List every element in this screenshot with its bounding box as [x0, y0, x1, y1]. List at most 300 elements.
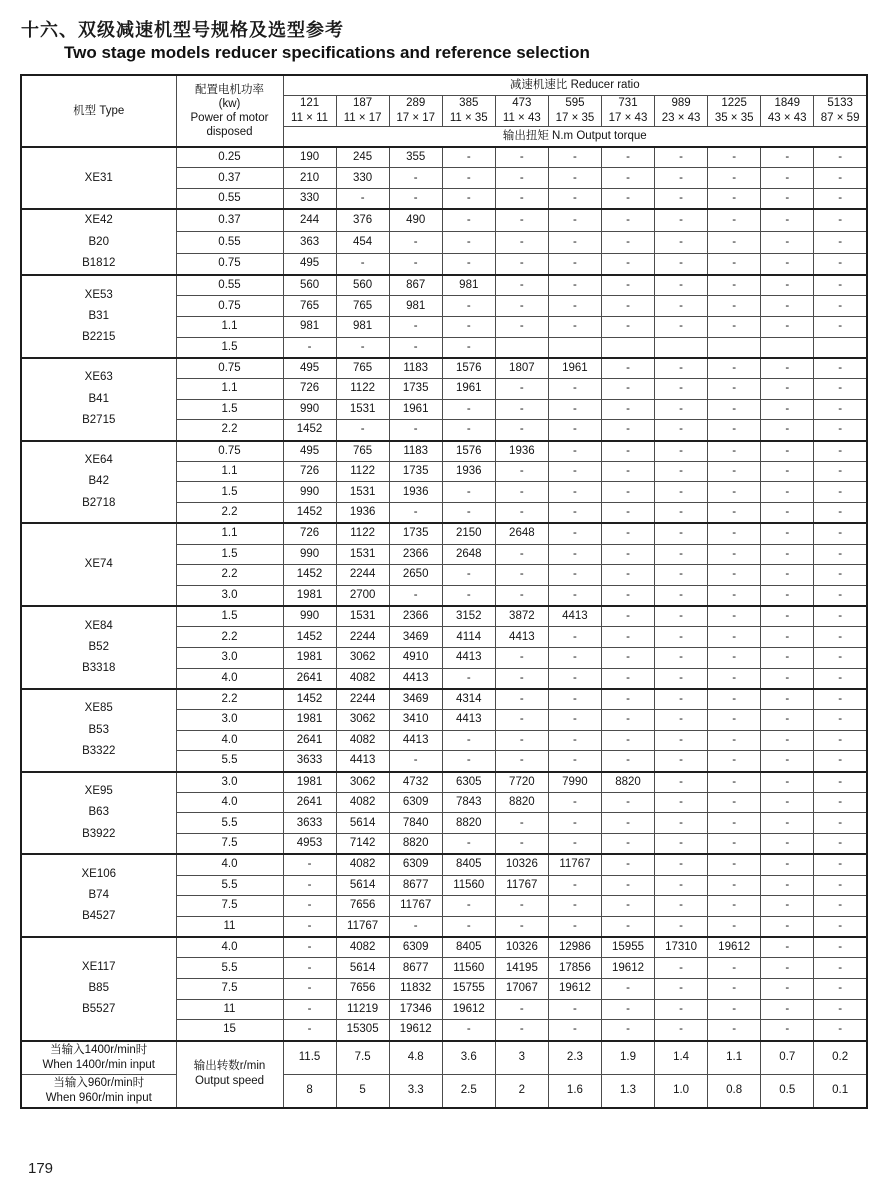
torque-cell: -	[442, 565, 495, 586]
power-cell: 5.5	[176, 958, 283, 979]
torque-cell: 2641	[283, 730, 336, 751]
torque-cell: 1981	[283, 772, 336, 793]
torque-cell: -	[283, 875, 336, 896]
ratio-value-line: 289	[406, 97, 426, 110]
torque-cell: -	[761, 751, 814, 772]
speed-label-1400	[21, 1041, 176, 1075]
torque-cell: -	[655, 999, 708, 1020]
torque-cell: -	[601, 710, 654, 731]
model-cell	[21, 854, 176, 937]
table-body	[21, 147, 867, 1107]
torque-cell: 3633	[283, 751, 336, 772]
torque-cell: -	[655, 896, 708, 917]
torque-cell: -	[814, 689, 867, 710]
torque-cell: -	[548, 482, 601, 503]
torque-cell: -	[655, 730, 708, 751]
torque-cell: -	[708, 168, 761, 189]
torque-cell: -	[655, 978, 708, 999]
torque-cell: -	[814, 1020, 867, 1041]
torque-cell: -	[761, 358, 814, 379]
torque-cell: -	[655, 147, 708, 168]
torque-cell: 8820	[601, 772, 654, 793]
torque-cell: -	[655, 168, 708, 189]
torque-cell: -	[814, 441, 867, 462]
torque-cell: 1576	[442, 441, 495, 462]
torque-cell: -	[814, 147, 867, 168]
torque-cell: -	[442, 896, 495, 917]
torque-cell: -	[601, 316, 654, 337]
power-cell: 11	[176, 916, 283, 937]
torque-cell: -	[548, 379, 601, 400]
torque-cell: -	[442, 296, 495, 317]
power-cell: 3.0	[176, 772, 283, 793]
torque-cell: 4732	[389, 772, 442, 793]
torque-cell: -	[442, 1020, 495, 1041]
torque-cell: -	[601, 896, 654, 917]
torque-cell: 4082	[336, 730, 389, 751]
torque-cell: -	[601, 168, 654, 189]
speed-label-line: When 960r/min input	[45, 1091, 152, 1104]
torque-cell: -	[814, 627, 867, 648]
torque-cell: -	[548, 1020, 601, 1041]
model-line: XE63	[84, 371, 113, 384]
torque-cell: 4910	[389, 647, 442, 668]
torque-cell: 6309	[389, 854, 442, 875]
torque-cell: -	[548, 834, 601, 855]
model-cell	[21, 772, 176, 855]
speed-label-line: 当输入1400r/min时	[50, 1043, 148, 1056]
torque-cell: -	[495, 896, 548, 917]
torque-cell: -	[708, 147, 761, 168]
torque-cell: 765	[336, 358, 389, 379]
torque-cell: -	[814, 813, 867, 834]
speed-value-cell: 2.5	[442, 1074, 495, 1108]
torque-cell: -	[442, 168, 495, 189]
torque-cell: -	[761, 668, 814, 689]
torque-cell: 981	[442, 275, 495, 296]
data-row	[21, 275, 867, 296]
torque-cell: -	[548, 916, 601, 937]
torque-cell: -	[708, 606, 761, 627]
speed-unit-line: Output speed	[194, 1075, 265, 1088]
page-number: 179	[28, 1160, 54, 1177]
torque-cell: -	[389, 420, 442, 441]
model-cell	[21, 689, 176, 772]
power-cell: 1.1	[176, 379, 283, 400]
torque-cell: 3469	[389, 689, 442, 710]
torque-cell: 4082	[336, 937, 389, 958]
torque-cell: 1531	[336, 399, 389, 420]
torque-cell: -	[814, 751, 867, 772]
torque-cell: -	[814, 544, 867, 565]
page-title-en: Two stage models reducer specifications and reference selection	[64, 43, 590, 62]
torque-cell: 2648	[495, 523, 548, 544]
ratio-combo-line: 17 × 43	[608, 112, 648, 125]
torque-cell: -	[708, 999, 761, 1020]
torque-cell: -	[495, 999, 548, 1020]
torque-cell: -	[761, 441, 814, 462]
torque-cell: -	[655, 316, 708, 337]
torque-cell: -	[548, 710, 601, 731]
torque-cell: -	[761, 168, 814, 189]
speed-label-line: 当输入960r/min时	[53, 1076, 145, 1089]
torque-cell: -	[495, 461, 548, 482]
torque-cell: -	[761, 147, 814, 168]
torque-cell: -	[442, 503, 495, 524]
torque-cell: -	[548, 441, 601, 462]
torque-cell: 19612	[708, 937, 761, 958]
torque-cell: 990	[283, 606, 336, 627]
speed-unit-cell	[176, 1041, 283, 1108]
torque-cell: -	[814, 461, 867, 482]
speed-value-cell: 1.9	[601, 1041, 654, 1075]
torque-cell: 2244	[336, 627, 389, 648]
torque-cell: -	[761, 627, 814, 648]
torque-cell: -	[389, 253, 442, 275]
ratio-value-line: 731	[618, 97, 638, 110]
torque-cell: 3410	[389, 710, 442, 731]
torque-cell: -	[495, 710, 548, 731]
torque-cell: -	[761, 937, 814, 958]
power-cell: 4.0	[176, 854, 283, 875]
torque-cell: -	[814, 168, 867, 189]
torque-cell: 726	[283, 379, 336, 400]
model-cell	[21, 209, 176, 275]
torque-cell: 1936	[389, 482, 442, 503]
torque-cell: 495	[283, 358, 336, 379]
torque-cell: -	[814, 316, 867, 337]
torque-cell: -	[708, 420, 761, 441]
torque-cell: 17856	[548, 958, 601, 979]
torque-cell: -	[442, 482, 495, 503]
torque-cell: 4953	[283, 834, 336, 855]
speed-value-cell: 3.3	[389, 1074, 442, 1108]
torque-cell: -	[442, 668, 495, 689]
torque-cell: -	[601, 565, 654, 586]
power-cell: 0.75	[176, 441, 283, 462]
torque-cell: -	[761, 978, 814, 999]
torque-cell: -	[495, 275, 548, 296]
torque-cell: 3469	[389, 627, 442, 648]
model-line: B31	[88, 309, 109, 322]
torque-cell: -	[495, 751, 548, 772]
torque-cell: -	[761, 1020, 814, 1041]
ratio-combo-line: 17 × 35	[555, 112, 595, 125]
speed-value-cell: 3.6	[442, 1041, 495, 1075]
model-line: XE42	[84, 214, 113, 227]
torque-cell: -	[495, 316, 548, 337]
torque-cell: 990	[283, 544, 336, 565]
torque-cell: -	[708, 253, 761, 275]
torque-cell: -	[442, 916, 495, 937]
torque-cell: 981	[389, 296, 442, 317]
ratio-value-line: 989	[671, 97, 691, 110]
ratio-col-header	[495, 96, 548, 127]
torque-cell: 495	[283, 441, 336, 462]
torque-cell: -	[708, 1020, 761, 1041]
torque-cell: -	[761, 606, 814, 627]
torque-cell: -	[283, 1020, 336, 1041]
power-cell: 0.37	[176, 168, 283, 189]
torque-cell: 560	[336, 275, 389, 296]
torque-cell: -	[655, 296, 708, 317]
torque-cell: -	[389, 585, 442, 606]
torque-cell: -	[814, 647, 867, 668]
torque-cell: -	[601, 523, 654, 544]
torque-cell: 7656	[336, 896, 389, 917]
torque-cell: 1936	[495, 441, 548, 462]
torque-cell: -	[495, 296, 548, 317]
torque-cell: -	[601, 916, 654, 937]
model-cell	[21, 523, 176, 606]
torque-cell: -	[814, 978, 867, 999]
ratio-value-line: 385	[459, 97, 479, 110]
torque-cell: -	[708, 316, 761, 337]
torque-cell: -	[601, 668, 654, 689]
torque-cell: -	[601, 482, 654, 503]
torque-cell: 1807	[495, 358, 548, 379]
torque-cell: 490	[389, 209, 442, 231]
torque-cell: 244	[283, 209, 336, 231]
torque-cell: -	[601, 379, 654, 400]
torque-cell: -	[548, 813, 601, 834]
torque-cell: 190	[283, 147, 336, 168]
torque-cell: -	[708, 379, 761, 400]
torque-cell: 4082	[336, 668, 389, 689]
power-header-line: (kw)	[218, 98, 241, 111]
torque-cell: 1936	[442, 461, 495, 482]
ratio-combo-line: 35 × 35	[714, 112, 754, 125]
torque-cell: 11832	[389, 978, 442, 999]
torque-cell: -	[442, 420, 495, 441]
torque-cell: -	[283, 896, 336, 917]
torque-cell: -	[389, 916, 442, 937]
torque-cell: -	[495, 813, 548, 834]
torque-cell: 8677	[389, 875, 442, 896]
torque-cell	[814, 337, 867, 358]
torque-cell: -	[548, 689, 601, 710]
torque-cell: 1122	[336, 379, 389, 400]
torque-header-cell: 输出扭矩 N.m Output torque	[283, 127, 867, 148]
power-cell: 0.55	[176, 275, 283, 296]
ratio-combo-line: 17 × 17	[396, 112, 436, 125]
model-line: B74	[88, 889, 109, 902]
torque-cell: -	[655, 813, 708, 834]
torque-cell: 10326	[495, 854, 548, 875]
torque-cell: 8820	[389, 834, 442, 855]
data-row	[21, 523, 867, 544]
torque-cell: -	[601, 420, 654, 441]
torque-cell: 990	[283, 399, 336, 420]
torque-cell: -	[761, 209, 814, 231]
torque-cell: 1981	[283, 647, 336, 668]
model-line: B2715	[82, 413, 116, 426]
torque-cell: -	[601, 751, 654, 772]
torque-cell: -	[655, 358, 708, 379]
torque-cell: -	[761, 482, 814, 503]
torque-cell: -	[442, 337, 495, 358]
torque-cell: -	[655, 606, 708, 627]
power-cell: 0.75	[176, 296, 283, 317]
torque-cell: 4413	[389, 730, 442, 751]
torque-cell: -	[548, 296, 601, 317]
torque-cell: -	[601, 544, 654, 565]
type-header-cell: 机型 Type	[21, 75, 176, 147]
torque-cell: 4413	[336, 751, 389, 772]
model-cell	[21, 937, 176, 1040]
model-line: B3922	[82, 827, 116, 840]
torque-cell: -	[601, 606, 654, 627]
model-line: B1812	[82, 256, 116, 269]
power-cell: 1.5	[176, 544, 283, 565]
ratio-value-line: 121	[299, 97, 320, 110]
power-cell: 1.5	[176, 606, 283, 627]
torque-cell: 11219	[336, 999, 389, 1020]
torque-cell: -	[761, 813, 814, 834]
speed-label-line: When 1400r/min input	[42, 1058, 155, 1071]
torque-cell: 376	[336, 209, 389, 231]
torque-cell: 3633	[283, 813, 336, 834]
torque-cell: -	[814, 875, 867, 896]
torque-cell: 8405	[442, 854, 495, 875]
torque-cell: -	[655, 253, 708, 275]
torque-cell: -	[283, 999, 336, 1020]
speed-value-cell: 0.5	[761, 1074, 814, 1108]
torque-cell: -	[601, 461, 654, 482]
torque-cell: -	[336, 337, 389, 358]
ratio-col-header	[708, 96, 761, 127]
torque-cell: 1183	[389, 441, 442, 462]
torque-cell: -	[814, 916, 867, 937]
power-header-line: Power of motor	[190, 112, 269, 125]
torque-cell: 7840	[389, 813, 442, 834]
torque-cell: -	[761, 875, 814, 896]
torque-cell: -	[601, 834, 654, 855]
ratio-col-header	[442, 96, 495, 127]
torque-cell: 12986	[548, 937, 601, 958]
torque-cell: 14195	[495, 958, 548, 979]
torque-cell: -	[548, 399, 601, 420]
torque-cell: -	[655, 565, 708, 586]
torque-cell: -	[814, 209, 867, 231]
torque-cell: -	[761, 647, 814, 668]
torque-cell: -	[708, 503, 761, 524]
torque-cell: -	[708, 813, 761, 834]
torque-cell: -	[548, 503, 601, 524]
speed-value-cell: 8	[283, 1074, 336, 1108]
torque-cell: 1452	[283, 503, 336, 524]
torque-cell: -	[601, 792, 654, 813]
torque-cell: 15755	[442, 978, 495, 999]
torque-cell: -	[495, 253, 548, 275]
torque-cell: -	[601, 253, 654, 275]
torque-cell: -	[708, 482, 761, 503]
power-cell: 0.37	[176, 209, 283, 231]
torque-cell: -	[814, 606, 867, 627]
torque-cell: -	[761, 710, 814, 731]
model-line: B2215	[82, 331, 116, 344]
torque-cell: -	[495, 834, 548, 855]
torque-cell: -	[548, 275, 601, 296]
torque-cell: -	[442, 399, 495, 420]
torque-cell: -	[283, 958, 336, 979]
torque-cell: -	[495, 420, 548, 441]
torque-cell: -	[389, 189, 442, 210]
torque-cell: -	[495, 916, 548, 937]
ratio-col-header	[548, 96, 601, 127]
torque-cell	[708, 337, 761, 358]
torque-cell: 3062	[336, 710, 389, 731]
torque-cell: -	[495, 482, 548, 503]
torque-cell: -	[708, 978, 761, 999]
power-header-line: disposed	[206, 126, 253, 139]
torque-cell: -	[814, 189, 867, 210]
model-line: XE106	[81, 867, 117, 880]
torque-cell: -	[655, 189, 708, 210]
torque-cell: -	[761, 503, 814, 524]
torque-cell: -	[495, 647, 548, 668]
torque-cell: 1531	[336, 544, 389, 565]
data-row	[21, 937, 867, 958]
torque-cell: -	[761, 792, 814, 813]
torque-cell: -	[708, 544, 761, 565]
model-line: XE95	[84, 785, 113, 798]
power-cell: 2.2	[176, 565, 283, 586]
torque-cell: -	[442, 834, 495, 855]
torque-cell: -	[708, 441, 761, 462]
torque-cell: -	[548, 253, 601, 275]
torque-cell: 4082	[336, 792, 389, 813]
torque-cell: 19612	[548, 978, 601, 999]
torque-cell: -	[655, 627, 708, 648]
speed-value-cell: 1.4	[655, 1041, 708, 1075]
torque-cell: 1961	[442, 379, 495, 400]
torque-cell: -	[761, 399, 814, 420]
torque-cell: -	[655, 647, 708, 668]
torque-cell: -	[655, 772, 708, 793]
torque-cell: -	[814, 503, 867, 524]
torque-cell: -	[442, 316, 495, 337]
power-header-line: 配置电机功率	[195, 84, 264, 97]
torque-cell: 330	[283, 189, 336, 210]
torque-cell: -	[655, 689, 708, 710]
power-cell: 4.0	[176, 668, 283, 689]
power-cell: 0.55	[176, 189, 283, 210]
torque-cell: -	[495, 503, 548, 524]
torque-cell: 7142	[336, 834, 389, 855]
data-row	[21, 147, 867, 168]
torque-cell: -	[548, 316, 601, 337]
torque-cell: -	[655, 379, 708, 400]
torque-cell: -	[655, 544, 708, 565]
torque-cell: -	[442, 585, 495, 606]
torque-cell: -	[708, 523, 761, 544]
power-cell: 5.5	[176, 813, 283, 834]
speed-value-cell: 7.5	[336, 1041, 389, 1075]
torque-cell: -	[708, 358, 761, 379]
torque-cell: 2641	[283, 668, 336, 689]
model-line: B5527	[82, 1003, 116, 1016]
torque-cell: -	[708, 916, 761, 937]
torque-cell: -	[761, 189, 814, 210]
ratio-combo-line: 23 × 43	[661, 112, 701, 125]
torque-cell: -	[495, 1020, 548, 1041]
torque-cell: -	[655, 875, 708, 896]
torque-cell: -	[283, 978, 336, 999]
torque-cell: -	[708, 772, 761, 793]
torque-cell: -	[708, 399, 761, 420]
speed-label-960	[21, 1074, 176, 1108]
